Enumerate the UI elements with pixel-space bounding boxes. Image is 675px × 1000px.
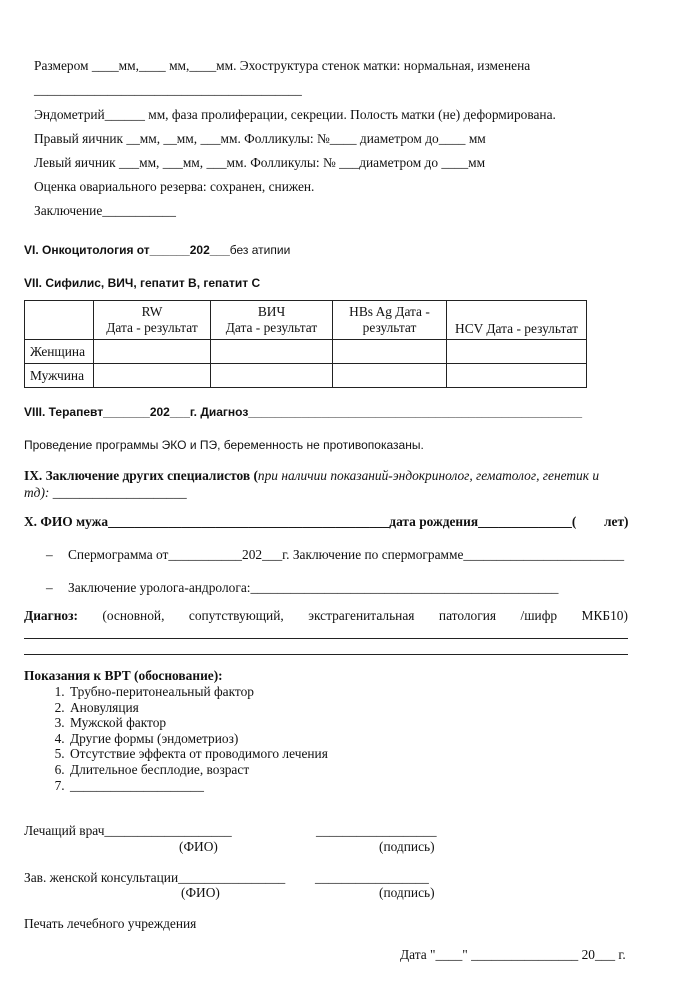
diagnosis-word: /шифр <box>520 608 558 623</box>
table-row-label: Мужчина <box>25 364 94 388</box>
stamp-line: Печать лечебного учреждения <box>24 916 197 931</box>
table-header-hbsag: HBs Ag Дата - результат <box>333 301 447 340</box>
list-item: 7. ____________________ <box>68 778 328 794</box>
section-8-heading: VIII. Терапевт_______202___г. Диагноз__________________________________________________ <box>24 405 582 419</box>
table-cell[interactable] <box>447 364 587 388</box>
table-header-hiv: ВИЧ Дата - результат <box>211 301 333 340</box>
diagnosis-blank-line <box>24 654 628 655</box>
section-6-rest: без атипии <box>229 243 291 257</box>
fio-caption: (ФИО) <box>181 885 220 900</box>
dash-bullet: – <box>46 580 53 595</box>
left-ovary-line: Левый яичник ___мм, ___мм, ___мм. Фолликулы: № ___диаметром до ____мм <box>34 155 486 170</box>
head-of-clinic-line: Зав. женской консультации________________ <box>24 870 286 885</box>
diagnosis-word: (основной, <box>102 608 165 623</box>
section-6-title: VI. Онкоцитология от______202___ <box>24 243 230 257</box>
indications-list <box>48 684 328 793</box>
diagnosis-blank-line <box>24 638 628 639</box>
attending-doctor-line: Лечащий врач___________________ <box>24 823 232 838</box>
section-8-note: Проведение программы ЭКО и ПЭ, беременность не противопоказаны. <box>24 438 424 452</box>
table-cell[interactable] <box>211 340 333 364</box>
section-6-heading <box>24 243 290 257</box>
test-results-table <box>24 300 587 388</box>
endometrium-line: Эндометрий______ мм, фаза пролиферации, секреции. Полость матки (не) деформирована. <box>34 107 556 122</box>
section-9-heading <box>24 468 599 484</box>
section-10-heading: X. ФИО мужа__________________________________________дата рождения______________( <box>24 514 577 529</box>
diagnosis-word: МКБ10) <box>581 608 628 623</box>
signature-caption: (подпись) <box>379 839 435 854</box>
uterus-size-blank: ________________________________________ <box>34 82 302 97</box>
date-line: Дата "____" ________________ 20___ г. <box>400 947 626 962</box>
table-cell[interactable] <box>211 364 333 388</box>
uzi-conclusion-line: Заключение___________ <box>34 203 176 218</box>
section-9-title: IX. Заключение других специалистов ( <box>24 468 258 483</box>
table-row-label: Женщина <box>25 340 94 364</box>
section-9-line2 <box>24 485 187 501</box>
uterus-size-line: Размером ____мм,____ мм,____мм. Эхоструктура стенок матки: нормальная, изменена <box>34 58 531 73</box>
diagnosis-word: сопутствующий, <box>188 608 284 623</box>
diagnosis-line <box>24 608 628 624</box>
table-header-row <box>25 301 587 340</box>
list-item: 5. Отсутствие эффекта от проводимого лечения <box>68 746 328 762</box>
list-item: 6. Длительное бесплодие, возраст <box>68 762 328 778</box>
section-7-heading: VII. Сифилис, ВИЧ, гепатит В, гепатит С <box>24 276 261 290</box>
list-item: 1. Трубно-перитонеальный фактор <box>68 684 328 700</box>
list-item: 2. Ановуляция <box>68 700 328 716</box>
signature-caption: (подпись) <box>379 885 435 900</box>
indications-heading: Показания к ВРТ (обоснование): <box>24 668 223 683</box>
head-of-clinic-signature-line: _________________ <box>315 870 429 885</box>
list-item: 4. Другие формы (эндометриоз) <box>68 731 328 747</box>
diagnosis-word: патология <box>438 608 497 623</box>
section-9-blank: ____________________ <box>52 485 187 500</box>
table-header-rw: RW Дата - результат <box>94 301 211 340</box>
section-9-italic: при наличии показаний-эндокринолог, гематолог, генетик и <box>257 468 600 483</box>
diagnosis-word: экстрагенитальная <box>308 608 415 623</box>
list-item: 3. Мужской фактор <box>68 715 328 731</box>
table-row <box>25 340 587 364</box>
table-cell[interactable] <box>447 340 587 364</box>
table-cell[interactable] <box>333 340 447 364</box>
ovarian-reserve-line: Оценка овариального резерва: сохранен, снижен. <box>34 179 315 194</box>
right-ovary-line: Правый яичник __мм, __мм, ___мм. Фолликулы: №____ диаметром до____ мм <box>34 131 486 146</box>
spermogram-line: Спермограмма от___________202___г. Заключение по спермограмме________________________ <box>68 547 625 562</box>
urologist-line: Заключение уролога-андролога:______________________________________________ <box>68 580 559 595</box>
diagnosis-label: Диагноз: <box>24 608 78 623</box>
table-cell[interactable] <box>94 364 211 388</box>
attending-doctor-signature-line: __________________ <box>316 823 437 838</box>
table-header-hcv: HCV Дата - результат <box>447 301 587 340</box>
table-cell[interactable] <box>94 340 211 364</box>
table-row <box>25 364 587 388</box>
fio-caption: (ФИО) <box>179 839 218 854</box>
dash-bullet: – <box>46 547 53 562</box>
table-cell[interactable] <box>333 364 447 388</box>
table-corner-cell <box>25 301 94 340</box>
section-9-italic-2: тд): <box>24 485 50 500</box>
section-10-years: лет) <box>604 514 629 529</box>
